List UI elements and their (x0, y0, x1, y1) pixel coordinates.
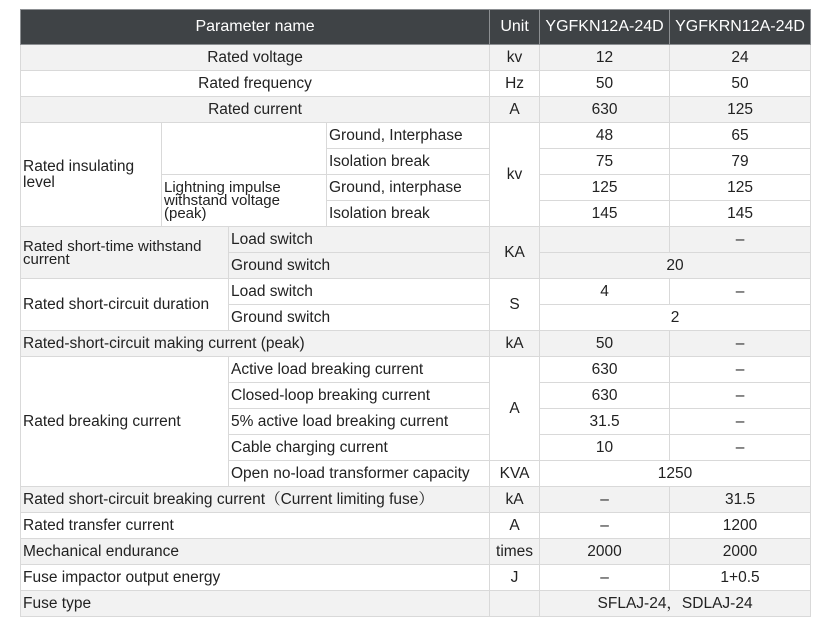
table-row (21, 487, 811, 513)
value-model-a: – (540, 487, 670, 513)
row-label: Fuse impactor output energy (21, 565, 490, 591)
value-model-b: 1200 (670, 513, 811, 539)
value-shared: 1250 (540, 461, 811, 487)
value-model-b: – (670, 409, 811, 435)
row-unit: Hz (490, 71, 540, 97)
value-model-a: 31.5 (540, 409, 670, 435)
header-model-a: YGFKN12A-24D (540, 10, 670, 45)
value-model-b: 145 (670, 201, 811, 227)
row-label: Rated voltage (21, 45, 490, 71)
header-unit: Unit (490, 10, 540, 45)
value-shared: SFLAJ-24，SDLAJ-24 (540, 591, 811, 617)
value-model-a: 630 (540, 357, 670, 383)
header-row (21, 10, 811, 45)
table-row (21, 71, 811, 97)
table-row (21, 45, 811, 71)
value-model-a: 10 (540, 435, 670, 461)
value-model-a: 2000 (540, 539, 670, 565)
value-model-b: 125 (670, 175, 811, 201)
value-model-b: 1+0.5 (670, 565, 811, 591)
sub-label: 5% active load breaking current (229, 409, 490, 435)
table-row (21, 591, 811, 617)
sub-label: Active load breaking current (229, 357, 490, 383)
sub-label: Isolation break (327, 201, 490, 227)
table-row (21, 513, 811, 539)
value-model-b: 24 (670, 45, 811, 71)
value-model-b: 2000 (670, 539, 811, 565)
row-unit: times (490, 539, 540, 565)
value-model-b: 50 (670, 71, 811, 97)
value-model-a: – (540, 565, 670, 591)
row-label: Fuse type (21, 591, 490, 617)
row-label: Rated short-circuit breaking current（Current limiting fuse） (21, 487, 490, 513)
value-model-a: 48 (540, 123, 670, 149)
row-unit: S (490, 279, 540, 331)
table-row (21, 227, 811, 253)
table-row (21, 357, 811, 383)
value-model-b: – (670, 435, 811, 461)
value-model-b: – (670, 227, 811, 253)
parameter-table (20, 9, 811, 617)
value-model-a: 4 (540, 279, 670, 305)
empty-cell (162, 123, 327, 175)
sub-label: Ground switch (229, 253, 490, 279)
sub-label: Load switch (229, 279, 490, 305)
sub-label: Isolation break (327, 149, 490, 175)
value-model-b: – (670, 383, 811, 409)
row-unit: A (490, 513, 540, 539)
value-model-b: – (670, 279, 811, 305)
row-label: Rated current (21, 97, 490, 123)
value-model-a (540, 227, 670, 253)
value-model-a: 125 (540, 175, 670, 201)
row-label: Rated transfer current (21, 513, 490, 539)
sub-label: Open no-load transformer capacity (229, 461, 490, 487)
row-unit: KVA (490, 461, 540, 487)
sub-label: Cable charging current (229, 435, 490, 461)
row-label: Rated frequency (21, 71, 490, 97)
row-label: Rated short-circuit duration (21, 279, 229, 331)
row-unit: kA (490, 487, 540, 513)
value-model-b: – (670, 357, 811, 383)
row-unit: kA (490, 331, 540, 357)
row-unit: A (490, 97, 540, 123)
table-row (21, 123, 811, 149)
table-row (21, 97, 811, 123)
sub-label: Closed-loop breaking current (229, 383, 490, 409)
row-unit (490, 591, 540, 617)
table-row (21, 279, 811, 305)
row-label: Rated breaking current (21, 357, 229, 487)
value-model-a: 630 (540, 383, 670, 409)
row-label: Mechanical endurance (21, 539, 490, 565)
row-unit: kv (490, 45, 540, 71)
value-model-b: – (670, 331, 811, 357)
value-model-b: 79 (670, 149, 811, 175)
header-parameter-name: Parameter name (21, 10, 490, 45)
value-model-b: 65 (670, 123, 811, 149)
sub-label: Ground, interphase (327, 175, 490, 201)
value-model-a: 630 (540, 97, 670, 123)
value-model-a: 145 (540, 201, 670, 227)
row-label: Rated insulating level (21, 123, 162, 227)
value-model-a: – (540, 513, 670, 539)
value-model-a: 12 (540, 45, 670, 71)
value-model-a: 75 (540, 149, 670, 175)
header-model-b: YGFKRN12A-24D (670, 10, 811, 45)
value-model-b: 125 (670, 97, 811, 123)
value-model-a: 50 (540, 331, 670, 357)
sub-label: Ground, Interphase (327, 123, 490, 149)
sub-label: Ground switch (229, 305, 490, 331)
row-unit: A (490, 357, 540, 461)
value-model-b: 31.5 (670, 487, 811, 513)
table-row (21, 565, 811, 591)
row-unit: kv (490, 123, 540, 227)
value-shared: 20 (540, 253, 811, 279)
row-unit: J (490, 565, 540, 591)
sub-label: Load switch (229, 227, 490, 253)
row-unit: KA (490, 227, 540, 279)
value-model-a: 50 (540, 71, 670, 97)
table-row (21, 331, 811, 357)
impulse-label: Lightning impulse withstand voltage (peak) (162, 175, 327, 227)
row-label: Rated short-time withstand current (21, 227, 229, 279)
row-label: Rated-short-circuit making current (peak) (21, 331, 490, 357)
table-row (21, 539, 811, 565)
value-shared: 2 (540, 305, 811, 331)
